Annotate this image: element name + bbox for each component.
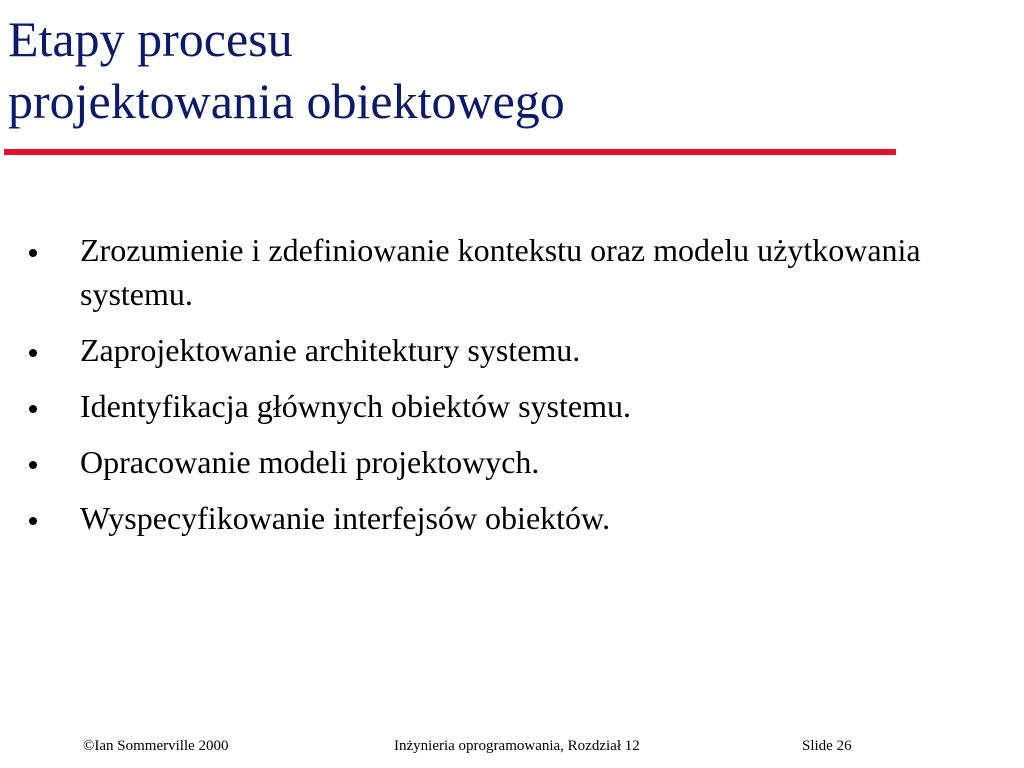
footer-course: Inżynieria oprogramowania, Rozdział 12 — [394, 738, 640, 754]
bullet-text: Identyfikacja głównych obiektów systemu. — [80, 388, 631, 424]
bullet-text: Opracowanie modeli projektowych. — [80, 444, 540, 480]
bullet-dot-icon — [29, 517, 37, 525]
bullet-text: Zrozumienie i zdefiniowanie kontekstu oraz modelu użytkowania systemu. — [80, 232, 921, 312]
bullet-text: Wyspecyfikowanie interfejsów obiektów. — [80, 500, 611, 536]
bullet-text: Zaprojektowanie architektury systemu. — [80, 332, 581, 368]
bullet-list — [24, 228, 944, 552]
title-line-1: Etapy procesu — [8, 11, 293, 67]
title-underline — [4, 149, 896, 155]
footer-slide-number: Slide 26 — [802, 738, 852, 754]
bullet-item-objects — [24, 384, 944, 428]
bullet-dot-icon — [29, 249, 37, 257]
bullet-item-architecture — [24, 328, 944, 372]
slide-title — [8, 8, 565, 132]
bullet-dot-icon — [29, 461, 37, 469]
bullet-dot-icon — [29, 349, 37, 357]
bullet-dot-icon — [29, 405, 37, 413]
footer-copyright: ©Ian Sommerville 2000 — [83, 738, 229, 754]
title-line-2: projektowania obiektowego — [8, 73, 565, 129]
bullet-item-interfaces — [24, 496, 944, 540]
bullet-item-context — [24, 228, 944, 316]
bullet-item-models — [24, 440, 944, 484]
